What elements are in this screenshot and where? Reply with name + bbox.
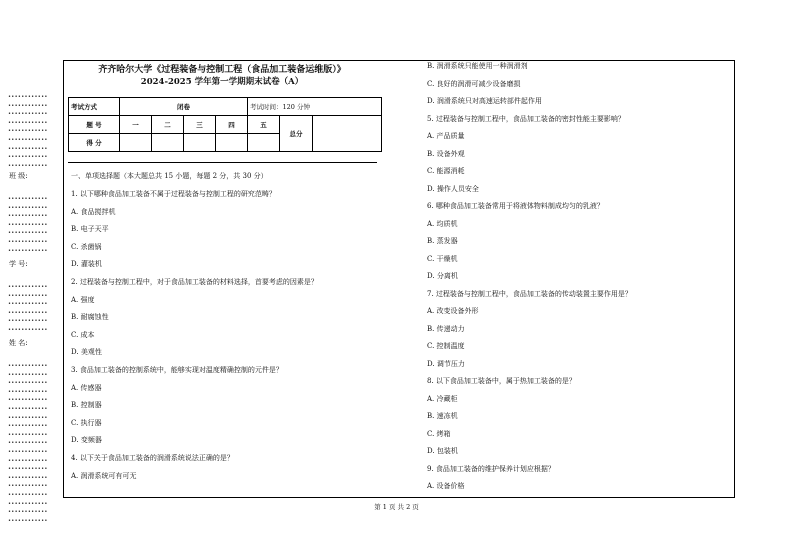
name-label: 姓 名: <box>9 339 28 347</box>
page-number: 第 1 页 共 2 页 <box>374 503 419 511</box>
dotted-cut-line-4: •••••••••••• •••••••••••• •••••••••••• •••••••••••• •••••••••••• •••••••••••• •••••••••••• •••••••••••• •••••••••••• •••••••••••• •••••••••••• •••••••••••• •••••••••••• •••••••••••• •••••••••••• •••••••••••• •••••••••••• •••••••••••• •••••••••••• <box>8 363 48 524</box>
student-id-label: 学 号: <box>9 260 28 268</box>
score-cell-2[interactable] <box>152 134 184 152</box>
answer-option: D. 美观性 <box>71 348 102 357</box>
question-stem: 3. 食品加工装备的控制系统中，能够实现对温度精确控制的元件是？ <box>71 366 283 374</box>
question-stem: 2. 过程装备与控制工程中，对于食品加工装备的材料选择，首要考虑的因素是？ <box>71 278 318 286</box>
score-col-3: 三 <box>184 116 216 134</box>
answer-option: A. 食品搅拌机 <box>71 207 116 216</box>
section-divider <box>68 162 377 163</box>
total-label: 总分 <box>280 116 313 152</box>
answer-option: B. 蒸发器 <box>427 237 458 245</box>
score-cell-1[interactable] <box>120 134 152 152</box>
score-cell-5[interactable] <box>248 134 280 152</box>
question-stem: 4. 以下关于食品加工装备的润滑系统说法正确的是？ <box>71 454 234 462</box>
score-label: 得 分 <box>69 134 120 152</box>
exam-time: 考试时间：120 分钟 <box>248 98 382 116</box>
score-table <box>68 97 382 152</box>
answer-option: D. 包装机 <box>427 447 458 455</box>
total-score-cell[interactable] <box>313 116 382 152</box>
answer-option: D. 变频器 <box>71 436 102 445</box>
dotted-cut-line-1: •••••••••••• •••••••••••• •••••••••••• •••••••••••• •••••••••••• •••••••••••• •••••••••••• •••••••••••• •••••••••••• <box>8 94 48 167</box>
score-col-1: 一 <box>120 116 152 134</box>
answer-option: A. 产品质量 <box>427 132 465 140</box>
answer-option: A. 传感器 <box>71 383 102 392</box>
question-stem: 9. 食品加工装备的维护保养计划应根据？ <box>427 464 555 473</box>
exam-title: 齐齐哈尔大学《过程装备与控制工程（食品加工装备运维版）》 <box>98 65 346 75</box>
exam-mode-label: 考试方式 <box>69 98 120 116</box>
answer-option: D. 分离机 <box>427 272 458 280</box>
dotted-cut-line-2: •••••••••••• •••••••••••• •••••••••••• •••••••••••• •••••••••••• •••••••••••• •••••••••••• <box>8 196 48 254</box>
score-col-2: 二 <box>152 116 184 134</box>
dotted-cut-line-3: •••••••••••• •••••••••••• •••••••••••• •••••••••••• •••••••••••• •••••••••••• <box>8 284 48 333</box>
answer-option: C. 烤箱 <box>427 429 451 438</box>
answer-option: B. 润滑系统只能使用一种润滑剂 <box>427 62 528 70</box>
answer-option: B. 电子天平 <box>71 225 109 234</box>
answer-option: C. 杀菌锅 <box>71 242 102 251</box>
exam-subtitle: 2024-2025 学年第一学期期末试卷（A） <box>140 77 304 87</box>
score-col-5: 五 <box>248 116 280 134</box>
answer-option: B. 传递动力 <box>427 324 465 333</box>
question-stem: 5. 过程装备与控制工程中，食品加工装备的密封性能主要影响？ <box>427 114 625 123</box>
class-label: 班 级: <box>9 172 28 180</box>
answer-option: C. 成本 <box>71 330 95 339</box>
score-cell-4[interactable] <box>216 134 248 152</box>
question-stem: 1. 以下哪种食品加工装备不属于过程装备与控制工程的研究范畴？ <box>71 190 276 198</box>
answer-option: A. 强度 <box>71 295 95 304</box>
answer-option: C. 控制温度 <box>427 342 465 350</box>
answer-option: A. 冷藏柜 <box>427 394 458 403</box>
answer-option: C. 良好的润滑可减少设备磨损 <box>427 79 521 88</box>
answer-option: A. 润滑系统可有可无 <box>71 471 137 480</box>
answer-option: B. 速冻机 <box>427 412 458 420</box>
score-cell-3[interactable] <box>184 134 216 152</box>
score-col-4: 四 <box>216 116 248 134</box>
answer-option: B. 控制器 <box>71 401 102 410</box>
question-stem: 7. 过程装备与控制工程中，食品加工装备的传动装置主要作用是？ <box>427 289 632 298</box>
answer-option: A. 设备价格 <box>427 482 465 490</box>
question-stem: 6. 哪种食品加工装备常用于将液体物料制成均匀的乳液？ <box>427 202 604 210</box>
question-no-label: 题 号 <box>69 116 120 134</box>
answer-option: D. 操作人员安全 <box>427 184 479 193</box>
answer-option: B. 耐腐蚀性 <box>71 313 109 322</box>
answer-option: C. 执行器 <box>71 418 102 427</box>
answer-option: D. 调节压力 <box>427 359 465 368</box>
answer-option: A. 均质机 <box>427 219 458 228</box>
answer-option: A. 改变设备外形 <box>427 307 479 315</box>
exam-mode-value: 闭卷 <box>120 98 248 116</box>
answer-option: D. 灌装机 <box>71 260 102 269</box>
question-stem: 8. 以下食品加工装备中，属于热加工装备的是？ <box>427 377 576 385</box>
answer-option: D. 润滑系统只对高速运转部件起作用 <box>427 97 542 105</box>
answer-option: B. 设备外观 <box>427 149 465 158</box>
answer-option: C. 干燥机 <box>427 254 458 263</box>
answer-option: C. 能源消耗 <box>427 167 465 175</box>
section-heading: 一、单项选择题（本大题总共 15 小题，每题 2 分，共 30 分） <box>71 172 268 180</box>
